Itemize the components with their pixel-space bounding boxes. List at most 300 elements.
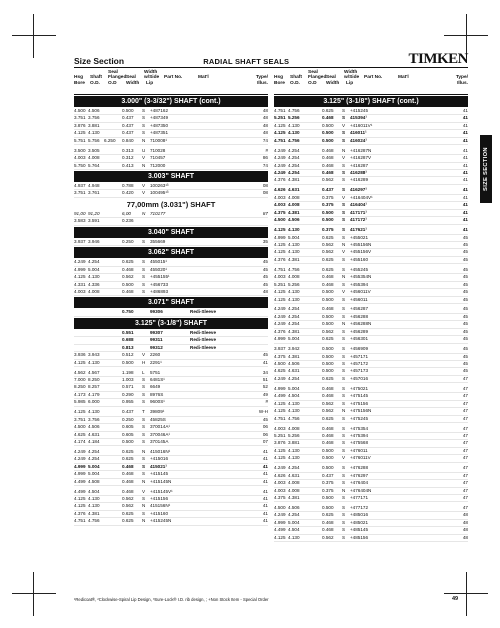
cell-sw: 0.468 [322, 519, 334, 525]
hdr-seal2: Seal [326, 75, 336, 80]
cell-fod [104, 489, 122, 495]
cell-ill [218, 218, 268, 224]
cell-bore: 4.999 [274, 385, 286, 391]
cell-bore: 4.500 [274, 361, 286, 366]
cell-pn: 416297¹ [350, 187, 367, 193]
hdr-sw: Width [344, 70, 358, 75]
cell-bore: 3.937 [274, 346, 286, 352]
hdr-type: Type/ [255, 75, 268, 80]
cell-ill: 41 [462, 209, 468, 215]
cell-bore: 4.376 [274, 177, 286, 183]
cell-sw: 0.625 [322, 415, 334, 421]
cell-bore: 4.125 [74, 359, 86, 365]
cell-fod [104, 456, 122, 462]
cell-ill [218, 330, 268, 336]
cell-ill: 45 [462, 321, 468, 327]
cell-fod: 6.250 [104, 137, 116, 143]
cell-lip: S [342, 472, 346, 478]
table-row [274, 480, 468, 487]
table-row [274, 170, 468, 177]
table-row [274, 217, 468, 224]
cell-od: 4.254 [288, 306, 300, 312]
cell-pn: +416011V¹ [350, 122, 373, 128]
cell-sw: 0.500 [322, 321, 334, 327]
table-row [274, 527, 468, 534]
table-row [274, 426, 468, 433]
cell-sw: 0.413 [122, 162, 134, 168]
cell-pn: +455021 [350, 234, 369, 240]
table-row [274, 408, 468, 415]
cell-od: 4.130 [88, 503, 100, 509]
cell-bore: 4.751 [74, 518, 86, 524]
cell-sw: 0.625 [122, 510, 134, 516]
cell-mat [390, 495, 418, 501]
cell-lip: N [142, 210, 146, 216]
cell-sw: 0.625 [322, 512, 334, 518]
cell-lip: S [342, 162, 346, 168]
cell-od: 4.130 [288, 122, 300, 128]
cell-od [88, 330, 104, 336]
cell-lip: S [342, 328, 346, 334]
hdr-mat: Mat'l [198, 75, 209, 80]
table-row [274, 130, 468, 137]
cell-pn: +456287 [350, 306, 369, 312]
cell-bore: 4.499 [74, 478, 86, 484]
cell-ill [218, 345, 268, 351]
cell-ill: 35 [262, 238, 268, 244]
cell-pn: 417621¹ [350, 227, 367, 233]
cell-sw: 0.375 [322, 480, 334, 486]
table-row [74, 496, 268, 503]
cell-sw: 0.313 [122, 147, 134, 153]
cell-bore: 4.125 [274, 241, 286, 247]
cell-lip: S [342, 217, 346, 223]
cell-bore: 4.500 [74, 424, 86, 430]
cell-sw: 0.500 [322, 368, 334, 374]
cell-mat [190, 259, 218, 265]
cell-od: 3.591 [88, 218, 100, 224]
cell-lip: S [342, 346, 346, 352]
crop-mark [466, 572, 467, 616]
cell-pn: +457172 [350, 361, 369, 366]
cell-fod [304, 249, 322, 255]
table-row [274, 242, 468, 249]
cell-pn: +415016 [150, 456, 169, 462]
cell-od: 5.004 [288, 234, 300, 240]
cell-od: 4.254 [288, 313, 300, 319]
cell-lip: S [142, 438, 146, 444]
cell-od: 3.761 [88, 190, 100, 196]
table-row [74, 399, 268, 406]
cell-bore: 4.626 [274, 472, 286, 478]
cell-lip: V [142, 488, 146, 494]
cell-od: 4.130 [88, 359, 100, 365]
cell-ill: 47 [462, 415, 468, 421]
cell-mat [190, 439, 218, 445]
cell-sw: 0.562 [122, 274, 134, 280]
cell-ill: 48 [462, 527, 468, 533]
cell-fod [104, 274, 122, 280]
cell-od [88, 345, 104, 351]
cell-od: 4.506 [288, 361, 300, 366]
cell-fod [104, 155, 122, 161]
cell-sw: 0.688 [122, 337, 134, 343]
cell-sw: 0.500 [122, 438, 134, 444]
cell-od: 5.004 [288, 519, 300, 525]
cell-sw: 0.468 [322, 393, 334, 399]
cell-mat [390, 354, 418, 360]
cell-sw: 0.420 [122, 190, 134, 196]
cell-ill: 41 [462, 130, 468, 136]
cell-sw: 0.500 [322, 504, 334, 510]
cell-ill: 41 [262, 518, 268, 524]
cell-sw: 0.375 [322, 194, 334, 200]
cell-bore: 4.173 [74, 391, 86, 397]
cell-bore: 4.003 [274, 194, 286, 200]
cell-sw: 0.625 [322, 266, 334, 272]
cell-mat [390, 170, 418, 176]
cell-od: 4.008 [288, 425, 300, 431]
cell-od: 5.256 [288, 281, 300, 287]
cell-fod [104, 496, 122, 502]
cell-lip: S [342, 393, 346, 399]
left-table-body [74, 96, 268, 526]
cell-od: 3.946 [88, 238, 100, 244]
cell-bore: 4.125 [274, 400, 286, 406]
cell-sw: 0.437 [122, 409, 134, 415]
cell-fod [104, 439, 122, 445]
cell-sw: 0.955 [122, 399, 134, 405]
cell-fod [304, 416, 322, 422]
cell-sw: 0.375 [322, 202, 334, 208]
cell-sw: 0.500 [322, 465, 334, 471]
cell-ill: 41 [262, 463, 268, 469]
cell-mat [390, 368, 418, 374]
cell-sw: 0.437 [122, 130, 134, 136]
table-row [74, 417, 268, 424]
cell-bore: 4.003 [274, 425, 286, 431]
cell-pn: +456733 [150, 281, 169, 287]
cell-pn: 2291¹ [150, 359, 162, 365]
table-row [74, 183, 268, 190]
table-row [274, 289, 468, 296]
cell-ill: 34 [262, 369, 268, 375]
cell-ill: 45 [462, 249, 468, 255]
hdr-illus: Illus. [457, 81, 468, 86]
cell-lip: S [342, 313, 346, 319]
cell-mat [390, 505, 418, 511]
cell-fod [304, 401, 322, 407]
cell-mat [390, 115, 418, 121]
hdr-seal2: Seal [126, 75, 136, 80]
cell-mat [190, 471, 218, 477]
cell-od: 4.254 [288, 162, 300, 168]
cell-fod [304, 426, 322, 432]
cell-ill: 45 [462, 313, 468, 319]
cell-pn: +455156N [350, 241, 372, 247]
cell-ill: 47 [462, 455, 468, 461]
cell-lip: V [142, 155, 146, 161]
shaft-size-heading: 3.000" (3-3/32") SHAFT (cont.) [74, 96, 268, 107]
cell-pn: +416287 [350, 162, 369, 168]
cell-lip: S [342, 465, 346, 471]
cell-od: 4.008 [88, 155, 100, 161]
cell-fod [104, 417, 122, 423]
cell-lip: U [142, 147, 146, 153]
cell-ill: 45 [462, 256, 468, 262]
cell-od: 4.756 [288, 415, 300, 421]
cell-lip [142, 337, 150, 343]
cell-bore: 4.499 [274, 393, 286, 399]
cell-ill: 74 [262, 137, 268, 143]
cell-mat [390, 163, 418, 169]
table-row [274, 314, 468, 321]
cell-od: 4.756 [288, 108, 300, 113]
cell-lip: S [342, 447, 346, 453]
cell-sw: 0.500 [322, 296, 334, 302]
cell-pn: +476404 [350, 480, 369, 486]
cell-sw: 0.468 [322, 274, 334, 280]
size-section-tab [480, 135, 492, 203]
cell-fod [304, 115, 322, 121]
cell-ill: 45 [462, 336, 468, 342]
cell-fod [304, 227, 322, 233]
table-row [74, 218, 268, 225]
cell-ill: 08 [262, 190, 268, 196]
cell-mat [390, 346, 418, 352]
hdr-sw: Width [144, 70, 158, 75]
cell-fod [304, 480, 322, 486]
cell-mat [390, 242, 418, 248]
cell-lip: S [142, 122, 146, 128]
cell-bore: 4.249 [274, 306, 286, 312]
cell-mat [190, 211, 218, 217]
cell-ill: 52 [262, 384, 268, 390]
cell-lip: S [142, 281, 146, 287]
cell-od: 4.008 [288, 194, 300, 200]
cell-fod [304, 393, 322, 399]
cell-pn: +416287N [350, 147, 372, 153]
cell-od: 4.381 [88, 510, 100, 516]
cell-fod [304, 282, 322, 288]
cell-lip: N [342, 274, 346, 280]
cell-sw: 0.605 [122, 431, 134, 437]
cell-bore: 4.376 [74, 510, 86, 516]
table-row [274, 148, 468, 155]
cell-sw: 0.437 [322, 472, 334, 478]
cell-lip: N [142, 162, 146, 168]
cell-lip: S [342, 281, 346, 287]
cell-od: 4.254 [88, 448, 100, 454]
cell-bore: 4.249 [74, 456, 86, 462]
cell-bore: 4.125 [274, 130, 286, 136]
cell-od: 4.508 [88, 478, 100, 484]
cell-pn: 455015¹ [150, 259, 167, 265]
cell-fod [104, 108, 122, 114]
cell-mat [190, 239, 218, 245]
cell-ill: 41 [462, 170, 468, 175]
cell-lip: S [342, 108, 346, 113]
table-row [274, 306, 468, 313]
cell-od: 3.881 [288, 440, 300, 446]
cell-bore: 4.249 [74, 448, 86, 454]
cell-mat [390, 108, 418, 114]
cell-ill: 47 [462, 465, 468, 471]
cell-bore: 4.125 [274, 534, 286, 540]
cell-mat [190, 511, 218, 517]
cell-pn: +415145N [150, 478, 172, 484]
cell-mat [390, 195, 418, 201]
cell-pn: 712000 [150, 162, 166, 168]
cell-od: 4.254 [288, 155, 300, 161]
cell-pn: 415394¹ [350, 115, 367, 121]
right-column [274, 70, 468, 542]
cell-mat [390, 455, 418, 461]
cell-sw: 0.562 [322, 408, 334, 414]
shaft-size-heading: 3.062" SHAFT [74, 247, 268, 258]
cell-sw: 0.468 [322, 385, 334, 391]
crop-mark [33, 572, 34, 616]
cell-pn: 99307 [150, 329, 163, 335]
cell-bore: 4.500 [274, 504, 286, 510]
cell-ill: 47 [462, 480, 468, 486]
cell-fod [104, 352, 122, 358]
cell-pn: 6481S¹ [150, 376, 165, 382]
cell-pn: +415245N [150, 518, 172, 524]
cell-bore: 4.125 [274, 122, 286, 128]
cell-bore: 4.937 [74, 183, 86, 188]
table-row [74, 163, 268, 170]
cell-bore: 4.125 [274, 249, 286, 255]
cell-ill: 41 [462, 108, 468, 113]
cell-ill: 41 [462, 194, 468, 200]
cell-sw: 0.500 [122, 108, 134, 113]
cell-sw: 0.562 [122, 496, 134, 501]
cell-sw: 0.840 [122, 137, 134, 143]
cell-ill: 41 [262, 456, 268, 462]
cell-lip: S [342, 353, 346, 359]
cell-ill: 41 [262, 510, 268, 516]
cell-fod [104, 360, 122, 366]
cell-pn: 6649 [150, 384, 161, 390]
cell-fod [304, 242, 322, 248]
cell-bore: 4.125 [274, 296, 286, 302]
table-row [74, 239, 268, 246]
cell-lip: S [142, 424, 146, 430]
cell-fod [304, 433, 322, 439]
cell-pn: +487351 [150, 130, 169, 136]
cell-ill: 41 [462, 122, 468, 128]
cell-sw: 0.625 [322, 108, 334, 113]
cell-lip: S [142, 456, 146, 462]
cell-pn: +475156N [350, 408, 372, 414]
cell-sw: 0.250 [122, 416, 134, 422]
cell-lip: N [342, 321, 346, 327]
cell-sw: 0.468 [322, 527, 334, 533]
cell-pn: +476011 [350, 447, 368, 453]
cell-ill: 48 [262, 288, 268, 294]
cell-pn: +487350 [150, 122, 169, 128]
cell-sw: 0.468 [122, 463, 134, 469]
cell-lip: N [142, 137, 146, 143]
cell-pn: 415021¹ [150, 463, 167, 469]
cell-fod [104, 409, 122, 415]
cell-fod [304, 148, 322, 154]
cell-od: 4.567 [88, 369, 100, 375]
table-row [74, 370, 268, 377]
cell-ill: 47 [462, 385, 468, 391]
table-row [74, 456, 268, 463]
cell-od: 4.130 [288, 249, 300, 255]
cell-fod [104, 218, 122, 224]
table-row [274, 535, 468, 542]
cell-od: 4.008 [288, 487, 300, 493]
hdr-od: O.D. [290, 81, 300, 86]
cell-pn: +416404V¹ [350, 194, 373, 200]
cell-bore: 4.376 [274, 328, 286, 334]
cell-fod [304, 455, 322, 461]
cell-pn: +475394 [350, 432, 369, 438]
cell-ill: 45 [262, 352, 268, 358]
cell-mat [390, 336, 418, 342]
cell-fod [304, 520, 322, 526]
hdr-part-no: Part No. [164, 75, 183, 80]
cell-ill: 45 [462, 361, 468, 366]
cell-pn: +485145 [350, 527, 369, 533]
cell-pn: 355669 [150, 238, 166, 244]
cell-ill [218, 337, 268, 343]
cell-sw: 0.468 [122, 488, 134, 494]
cell-sw: 0.562 [322, 241, 334, 247]
hdr-hsg: Hsg [74, 75, 84, 80]
cell-bore: 3.876 [74, 122, 86, 128]
cell-ill: 48 [462, 534, 468, 540]
cell-pn: 416404¹ [350, 202, 367, 208]
cell-bore: 3.937 [74, 238, 86, 244]
cell-lip: S [342, 519, 346, 525]
cell-lip: V [342, 194, 346, 200]
cell-pn: +456289 [350, 328, 369, 334]
cell-pn: +475021 [350, 385, 369, 391]
cell-bore: 4.003 [74, 288, 86, 294]
cell-mat [390, 148, 418, 154]
cell-lip: V [342, 122, 346, 128]
table-row [274, 505, 468, 512]
cell-bore: 4.375 [274, 209, 286, 215]
cell-lip: S [342, 480, 346, 486]
cell-lip: N [342, 147, 346, 153]
cell-sw: 0.468 [322, 115, 334, 121]
cell-sw: 0.500 [322, 455, 334, 461]
cell-lip: S [142, 510, 146, 516]
cell-mat [190, 489, 218, 495]
cell-mat [390, 329, 418, 335]
table-row [274, 195, 468, 202]
cell-bore: 4.499 [74, 488, 86, 494]
cell-sw: 0.468 [122, 478, 134, 484]
table-row [74, 384, 268, 391]
cell-pn: +455160 [350, 256, 369, 262]
table-row [74, 449, 268, 456]
cell-sw: 0.788 [122, 183, 134, 188]
table-row [74, 377, 268, 384]
cell-sw: 0.625 [122, 259, 134, 265]
cell-ill: 41 [462, 115, 468, 121]
cell-fod [104, 518, 122, 524]
cell-mat [190, 155, 218, 161]
cell-sw: 6,00 [122, 210, 131, 216]
cell-od: 4.756 [288, 266, 300, 272]
